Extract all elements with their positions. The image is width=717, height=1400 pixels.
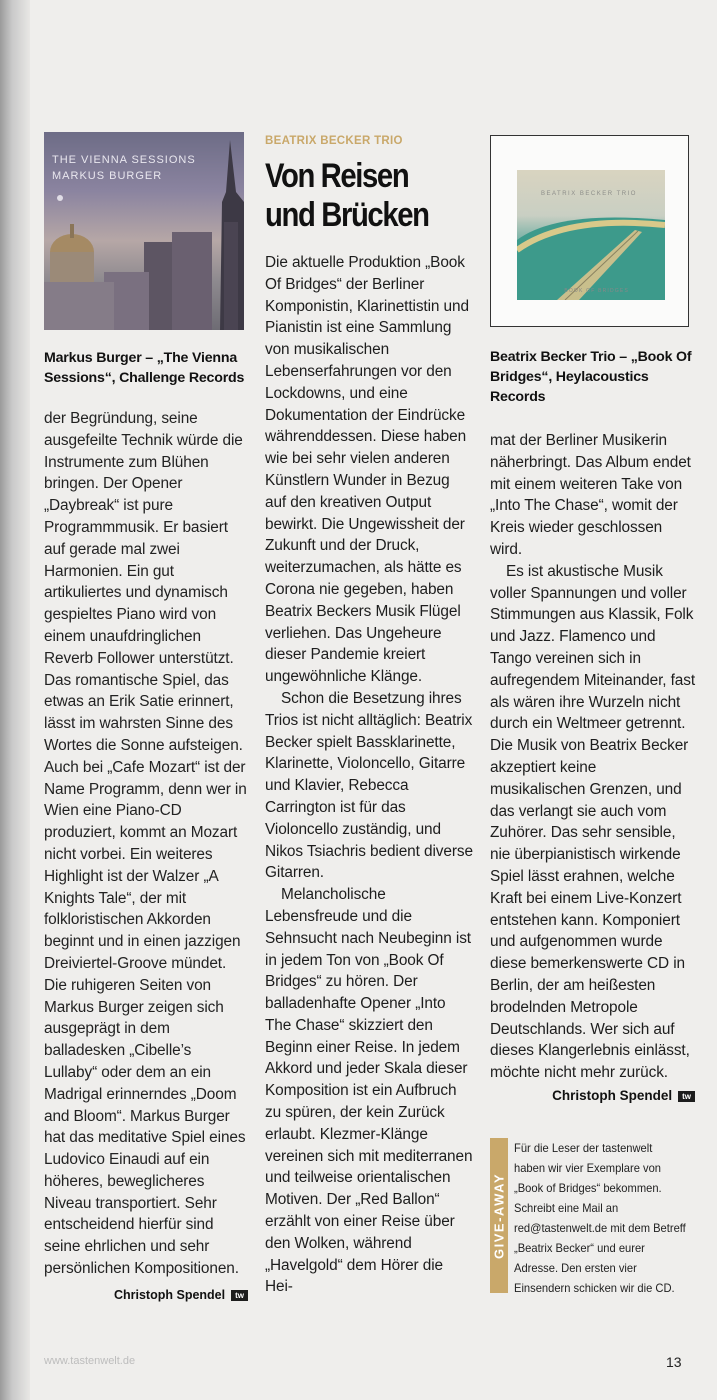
right-column — [490, 135, 695, 1103]
mid-paragraph-2: Schon die Besetzung ihres Trios ist nicht alltäglich: Beatrix Becker spielt Bassklarinette, Klarinette, Violoncello, Gitarre und Klavier, Rebecca Carrington ist für das Violoncello zuständig, und Nikos Tsiachris bedient diverse Gitarren. — [265, 689, 473, 882]
right-article-body — [490, 430, 695, 1084]
left-paragraph: der Begründung, seine ausgefeilte Technik würde die Instrumente zum Blühen bringen. Der Opener „Daybreak“ ist pure Programmmusik. Er basiert auf gerade mal zwei Harmonien. Ein gut artikuliertes und dynamisch gespieltes Piano wird von einem unaufdringlichen Reverb Follower unterstützt. Das romantische Spiel, das etwas an Erik Satie erinnert, lässt im wahrsten Sinne des Wortes die Sonne aufsteigen. Auch bei „Cafe Mozart“ ist der Name Programm, denn wer in Wien eine Piano-CD produziert, kommt an Mozart nicht vorbei. Ein weiteres Highlight ist der Walzer „A Knights Tale“, der mit folkloristischen Akkorden beginnt und in einen jazzigen Dreiviertel-Groove mündet. Die ruhigeren Seiten von Markus Burger zeigen sich ausgeprägt in dem balladesken „Cibelle’s Lullaby“ oder dem an ein Madrigal erinnerndes „Doom and Bloom“. Markus Burger hat das meditative Spiel eines Ludovico Einaudi auf ein höheres, beweglicheres Niveau transportiert. Sehr entscheidend hierfür sind seine ehrlichen und sehr persönlichen Kompositionen. — [44, 410, 247, 1278]
page-gutter-shadow — [0, 0, 30, 1400]
middle-column — [265, 135, 474, 1298]
author-name-left: Christoph Spendel — [113, 1287, 226, 1302]
page-number: 13 — [666, 1354, 682, 1370]
author-name-right: Christoph Spendel — [552, 1087, 673, 1103]
middle-article-body — [265, 252, 474, 1298]
footer-website: www.tastenwelt.de — [44, 1355, 136, 1367]
giveaway-box — [490, 1138, 695, 1324]
album-cover-book-of-bridges — [517, 170, 665, 300]
author-tag-right: tw — [678, 1091, 695, 1102]
author-tag-left: tw — [231, 1290, 248, 1301]
bridge-illustration — [517, 170, 665, 300]
left-column — [44, 132, 248, 1302]
album-cover-frame — [490, 135, 689, 327]
vienna-skyline-illustration — [44, 132, 244, 330]
cover-artist-text: MARKUS BURGER — [52, 170, 163, 182]
album-cover-vienna-sessions — [44, 132, 244, 330]
album-caption-left: Markus Burger – „The Vienna Sessions“, Challenge Records — [44, 350, 245, 386]
cover-title-text: THE VIENNA SESSIONS — [52, 154, 196, 166]
article-headline: Von Reisen und Brücken — [265, 157, 429, 234]
mid-paragraph-1: Die aktuelle Produktion „Book Of Bridges“ der Berliner Komponistin, Klarinettistin und Pianistin ist eine Sammlung von musikalischen Lebenserfahrungen vor den Lockdowns, und eine Dokumentation der Eindrücke währenddessen. Diese haben wie bei sehr vielen anderen Künstlern Wunder in Bezug auf den kreativen Output bewirkt. Die Ungewissheit der Zukunft und der Druck, weiterzumachen, als hätte es Corona nie gegeben, haben Beatrix Beckers Musik Flügel verliehen. Das Ungeheure dieser Pandemie kreiert ungewöhnliche Klänge. — [265, 254, 469, 686]
left-article-body — [44, 408, 248, 1280]
byline-right — [490, 1088, 695, 1103]
cover-band-label: BEATRIX BECKER TRIO — [541, 191, 637, 197]
mid-paragraph-3: Melancholische Lebensfreude und die Sehnsucht nach Neubeginn ist in jedem Ton von „Book Of Bridges“ zu hören. Der balladenhafte Opener „Into The Chase“ skizziert den Beginn einer Reise. In jedem Akkord und jeder Skala dieser Komposition ist ein Aufbruch zu spüren, der kein Zurück erlaubt. Klezmer-Klänge vereinen sich mit mediterranen und teilweise orientalischen Motiven. Der „Red Ballon“ erzählt von einer Reise über den Wolken, während „Havelgold“ dem Hörer die Hei- — [265, 886, 473, 1296]
article-kicker: BEATRIX BECKER TRIO — [265, 135, 403, 147]
right-paragraph-1: mat der Berliner Musikerin näherbringt. Das Album endet mit einem weiteren Take von „Into The Chase“, womit der Kreis wieder geschlossen wird. — [490, 432, 691, 558]
giveaway-label: GIVE-AWAY — [491, 1172, 507, 1259]
giveaway-text: Für die Leser der tastenwelt haben wir vier Exemplare von „Book of Bridges“ bekommen. Schreibt eine Mail an red@tastenwelt.de mit dem Betreff „Beatrix Becker“ und eurer Adresse. Den ersten vier Einsendern schicken wir die CD. — [514, 1141, 686, 1295]
byline-left — [44, 1288, 248, 1302]
cover-album-label: BOOK OF BRIDGES — [564, 288, 629, 294]
album-caption-right: Beatrix Becker Trio – „Book Of Bridges“, Heylacoustics Records — [490, 349, 692, 405]
right-paragraph-2: Es ist akustische Musik voller Spannungen und voller Stimmungen aus Klassik, Folk und Jazz. Flamenco und Tango vereinen sich in aufregendem Miteinander, fast als wären ihre Wurzeln nicht durch ein Weltmeer getrennt. Die Musik von Beatrix Becker akzeptiert keine musikalischen Grenzen, und das verlangt sie auch vom Zuhörer. Das sehr sensible, nie überpianistisch wirkende Spiel lässt erahnen, welche Kraft bei einem Live-Konzert entstehen kann. Komponiert und aufgenommen wurde diese bemerkenswerte CD in Berlin, der am heißesten brodelnden Metropole Deutschlands. Wer sich auf dieses Klangerlebnis einlässt, möchte nicht mehr zurück. — [490, 562, 696, 1082]
giveaway-label-bar — [490, 1138, 508, 1293]
